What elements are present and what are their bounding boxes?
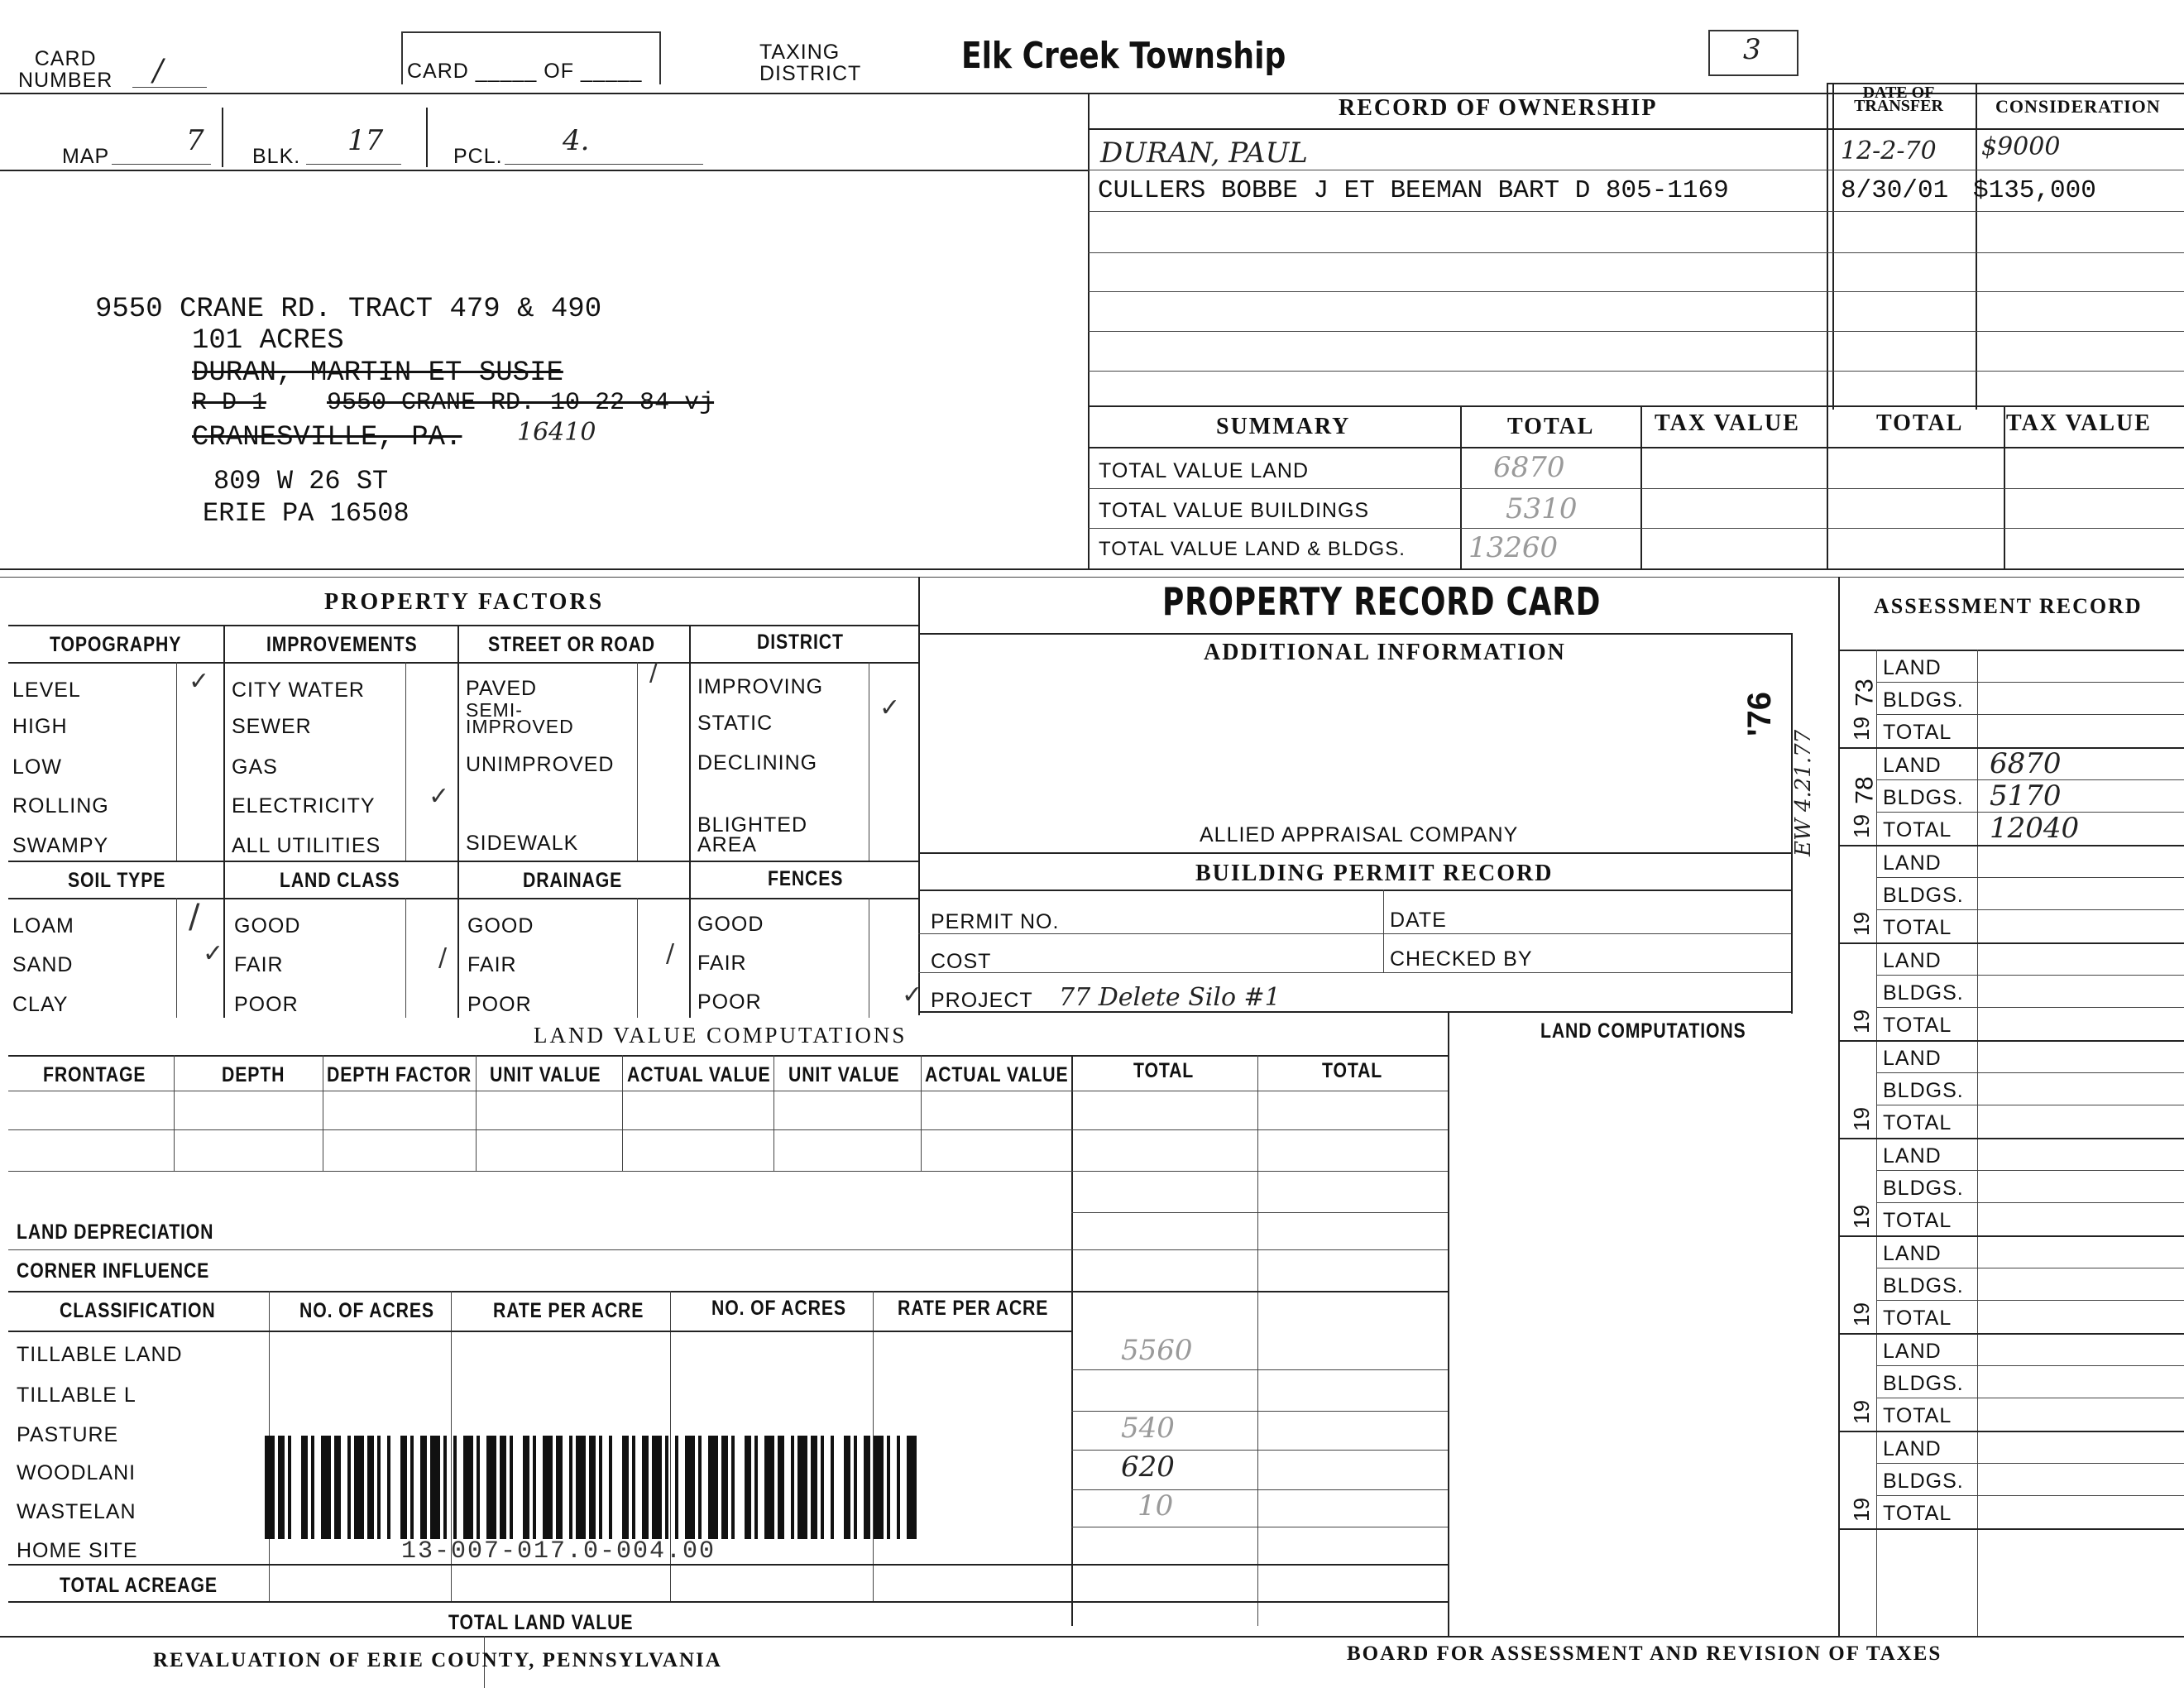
land-computations-label: LAND COMPUTATIONS xyxy=(1540,1019,1746,1043)
blk-value: 17 xyxy=(347,124,384,157)
assessment-5-land-label: LAND xyxy=(1883,1047,1942,1070)
permit-no-label: PERMIT NO. xyxy=(931,910,1060,933)
assessment-1-total-label: TOTAL xyxy=(1883,721,1952,744)
address-line-5-hand: 16410 xyxy=(517,418,596,447)
property-factors-title: PROPERTY FACTORS xyxy=(324,589,605,615)
barcode xyxy=(265,1436,918,1539)
class-col-classification: CLASSIFICATION xyxy=(60,1299,216,1322)
assessment-9-year-prefix: 19 xyxy=(1848,1498,1874,1522)
summary-row-buildings-total: 5310 xyxy=(1506,492,1578,525)
assessment-1-land-label: LAND xyxy=(1883,656,1942,679)
pcl-value: 4. xyxy=(563,124,590,157)
address-line-1: 9550 CRANE RD. TRACT 479 & 490 xyxy=(95,294,602,325)
class-row-pasture: PASTURE xyxy=(17,1423,119,1446)
taxing-district-label: TAXING DISTRICT xyxy=(759,41,862,85)
assessment-3-bldgs-label: BLDGS. xyxy=(1883,884,1964,907)
improvements-city-water: CITY WATER xyxy=(232,679,365,702)
ownership-title: RECORD OF OWNERSHIP xyxy=(1339,95,1658,121)
improvements-header: IMPROVEMENTS xyxy=(266,633,418,656)
assessment-2-total-value: 12040 xyxy=(1990,812,2080,845)
col-depth-factor: DEPTH FACTOR xyxy=(327,1063,472,1086)
land-depreciation-label: LAND DEPRECIATION xyxy=(17,1220,214,1244)
summary-row-land-label: TOTAL VALUE LAND xyxy=(1099,459,1310,482)
owner-row-2-date: 8/30/01 xyxy=(1841,176,1949,205)
barcode-number: 13-007-017.0-004.00 xyxy=(401,1537,716,1566)
owner-row-2-consideration: $135,000 xyxy=(1973,176,2096,205)
col-unit-value-2: UNIT VALUE xyxy=(788,1063,900,1086)
assessment-1-bldgs-label: BLDGS. xyxy=(1883,688,1964,712)
summary-tax-value-label-2: TAX VALUE xyxy=(2006,410,2152,436)
assessment-5-year-prefix: 19 xyxy=(1848,1107,1874,1131)
class-col-rate-2: RATE PER ACRE xyxy=(898,1297,1049,1320)
district-improving: IMPROVING xyxy=(697,675,824,698)
assessment-8-bldgs-label: BLDGS. xyxy=(1883,1372,1964,1395)
soil-sand: SAND xyxy=(12,953,74,976)
land-class-fair: FAIR xyxy=(234,953,284,976)
class-row-home-site: HOME SITE xyxy=(17,1539,138,1562)
col-frontage: FRONTAGE xyxy=(43,1063,146,1086)
assessment-2-land-value: 6870 xyxy=(1990,747,2062,780)
address-line-5: CRANESVILLE, PA. xyxy=(192,422,462,453)
date-of-transfer-label: DATE OF TRANSFER xyxy=(1854,84,1943,115)
address-line-2: 101 ACRES xyxy=(192,325,344,357)
street-semi-improved: SEMI- IMPROVED xyxy=(466,699,574,737)
property-record-card-title: PROPERTY RECORD CARD xyxy=(1162,579,1602,624)
owner-row-1-consideration: $9000 xyxy=(1981,132,2061,161)
assessment-8-land-label: LAND xyxy=(1883,1340,1942,1363)
col-total-2: TOTAL xyxy=(1322,1059,1383,1082)
assessment-4-year-prefix: 19 xyxy=(1848,1009,1874,1033)
street-paved: PAVED xyxy=(466,677,538,700)
col-total-1: TOTAL xyxy=(1133,1059,1195,1082)
drainage-good: GOOD xyxy=(467,914,534,938)
assessment-3-total-label: TOTAL xyxy=(1883,916,1952,939)
assessment-1-year: 73 xyxy=(1851,679,1879,707)
drainage-poor: POOR xyxy=(467,993,532,1016)
improvements-sewer: SEWER xyxy=(232,715,312,738)
assessment-8-year-prefix: 19 xyxy=(1848,1400,1874,1424)
permit-date-label: DATE xyxy=(1390,909,1447,932)
assessment-5-total-label: TOTAL xyxy=(1883,1111,1952,1134)
assessment-5-bldgs-label: BLDGS. xyxy=(1883,1079,1964,1102)
assessment-4-total-label: TOTAL xyxy=(1883,1014,1952,1037)
permit-checked-by-label: CHECKED BY xyxy=(1390,947,1533,971)
street-sidewalk: SIDEWALK xyxy=(466,832,579,855)
assessment-7-year-prefix: 19 xyxy=(1848,1302,1874,1326)
assessment-2-land-label: LAND xyxy=(1883,754,1942,777)
improvements-all-utilities: ALL UTILITIES xyxy=(232,834,381,857)
topography-swampy: SWAMPY xyxy=(12,834,109,857)
improvements-gas: GAS xyxy=(232,755,278,779)
assessment-6-year-prefix: 19 xyxy=(1848,1205,1874,1229)
assessment-3-land-label: LAND xyxy=(1883,851,1942,875)
col-actual-value-2: ACTUAL VALUE xyxy=(925,1063,1069,1086)
assessment-9-land-label: LAND xyxy=(1883,1437,1942,1460)
summary-row-land-bldgs-total: 13260 xyxy=(1468,531,1559,564)
fences-fair: FAIR xyxy=(697,952,747,975)
assessment-8-total-label: TOTAL xyxy=(1883,1404,1952,1427)
map-value: 7 xyxy=(186,124,204,157)
summary-total-label: TOTAL xyxy=(1507,414,1595,439)
check-level: ✓ xyxy=(189,667,210,696)
address-line-3: DURAN, MARTIN ET SUSIE xyxy=(192,357,563,389)
col-actual-value-1: ACTUAL VALUE xyxy=(627,1063,771,1086)
card-number-value: / xyxy=(153,54,164,88)
class-row-woodland: WOODLANI xyxy=(17,1461,136,1484)
address-line-4a: R D 1 xyxy=(192,389,267,417)
assessment-3-year-prefix: 19 xyxy=(1848,912,1874,936)
assessment-7-bldgs-label: BLDGS. xyxy=(1883,1274,1964,1297)
assessment-4-land-label: LAND xyxy=(1883,949,1942,972)
total-acreage-label: TOTAL ACREAGE xyxy=(60,1574,218,1597)
district-header: DISTRICT xyxy=(757,631,844,654)
assessment-2-bldgs-value: 5170 xyxy=(1990,779,2062,813)
taxing-district-value: Elk Creek Township xyxy=(961,35,1286,77)
drainage-fair: FAIR xyxy=(467,953,517,976)
pcl-label: PCL. xyxy=(453,145,503,168)
soil-clay: CLAY xyxy=(12,993,69,1016)
owner-row-1-date: 12-2-70 xyxy=(1841,137,1937,165)
assessment-9-total-label: TOTAL xyxy=(1883,1502,1952,1525)
class-row-wasteland: WASTELAN xyxy=(17,1500,136,1523)
permit-record-title: BUILDING PERMIT RECORD xyxy=(1195,861,1554,886)
owner-row-2-name: CULLERS BOBBE J ET BEEMAN BART D 805-1169 xyxy=(1098,176,1729,205)
assessment-6-bldgs-label: BLDGS. xyxy=(1883,1177,1964,1200)
owner-row-1-name: DURAN, PAUL xyxy=(1100,137,1308,170)
summary-title: SUMMARY xyxy=(1216,414,1351,439)
check-electricity: ✓ xyxy=(429,782,450,811)
class-col-acres-2: NO. OF ACRES xyxy=(711,1297,846,1320)
soil-loam: LOAM xyxy=(12,914,74,938)
topography-high: HIGH xyxy=(12,715,68,738)
topography-low: LOW xyxy=(12,755,62,779)
total-land-value-label: TOTAL LAND VALUE xyxy=(448,1611,634,1634)
summary-tax-value-label: TAX VALUE xyxy=(1655,410,1800,436)
assessment-2-year-prefix: 19 xyxy=(1848,814,1874,838)
rotated-note-ew: EW 4.21.77 xyxy=(1791,729,1816,856)
topography-header: TOPOGRAPHY xyxy=(50,633,182,656)
col-unit-value-1: UNIT VALUE xyxy=(490,1063,601,1086)
consideration-label: CONSIDERATION xyxy=(1995,96,2161,117)
fences-poor: POOR xyxy=(697,990,762,1014)
permit-project-label: PROJECT xyxy=(931,989,1033,1012)
land-class-good: GOOD xyxy=(234,914,301,938)
permit-cost-label: COST xyxy=(931,950,992,973)
check-paved: / xyxy=(649,658,659,687)
assessment-title: ASSESSMENT RECORD xyxy=(1874,594,2143,618)
assessment-4-bldgs-label: BLDGS. xyxy=(1883,981,1964,1005)
card-number-label: CARD NUMBER xyxy=(18,47,113,92)
blk-label: BLK. xyxy=(252,145,301,168)
assessment-7-total-label: TOTAL xyxy=(1883,1307,1952,1330)
class-row-pasture-total: 540 xyxy=(1121,1412,1175,1445)
check-fences-poor: ✓ xyxy=(902,981,923,1009)
fences-good: GOOD xyxy=(697,913,764,936)
district-static: STATIC xyxy=(697,712,774,735)
improvements-electricity: ELECTRICITY xyxy=(232,794,376,818)
appraisal-company: ALLIED APPRAISAL COMPANY xyxy=(1200,823,1519,846)
map-label: MAP xyxy=(62,145,110,168)
permit-project-hand: 77 Delete Silo #1 xyxy=(1059,983,1281,1012)
land-class-header: LAND CLASS xyxy=(280,869,400,892)
land-value-title: LAND VALUE COMPUTATIONS xyxy=(534,1023,908,1048)
box-number xyxy=(1708,30,1798,76)
address-line-4b: 9550 CRANE RD. 10-22-84 vj xyxy=(327,389,715,417)
rotated-note-76: '76 xyxy=(1741,691,1778,736)
fences-header: FENCES xyxy=(768,867,844,890)
check-loam: / xyxy=(189,898,200,936)
box-number-value: 3 xyxy=(1743,33,1761,66)
summary-total-label-2: TOTAL xyxy=(1876,410,1964,436)
topography-rolling: ROLLING xyxy=(12,794,109,818)
assessment-7-land-label: LAND xyxy=(1883,1242,1942,1265)
corner-influence-label: CORNER INFLUENCE xyxy=(17,1259,210,1283)
summary-row-land-bldgs-label: TOTAL VALUE LAND & BLDGS. xyxy=(1099,538,1406,560)
district-blighted-area: BLIGHTED AREA xyxy=(697,813,808,856)
topography-level: LEVEL xyxy=(12,679,81,702)
street-header: STREET OR ROAD xyxy=(488,633,655,656)
assessment-2-bldgs-label: BLDGS. xyxy=(1883,786,1964,809)
summary-row-land-total: 6870 xyxy=(1493,451,1565,484)
assessment-1-year-prefix: 19 xyxy=(1848,717,1874,741)
street-unimproved: UNIMPROVED xyxy=(466,753,615,776)
class-row-tillable-l: TILLABLE L xyxy=(17,1383,136,1407)
land-class-poor: POOR xyxy=(234,993,299,1016)
class-col-rate-1: RATE PER ACRE xyxy=(493,1299,644,1322)
check-sand: ✓ xyxy=(203,939,224,968)
assessment-2-year: 78 xyxy=(1851,776,1879,804)
footer-left: REVALUATION OF ERIE COUNTY, PENNSYLVANIA xyxy=(153,1649,722,1671)
address-line-6: 809 W 26 ST xyxy=(213,466,389,496)
footer-right: BOARD FOR ASSESSMENT AND REVISION OF TAXES xyxy=(1347,1642,1942,1665)
assessment-9-bldgs-label: BLDGS. xyxy=(1883,1470,1964,1493)
address-line-7: ERIE PA 16508 xyxy=(203,498,410,529)
assessment-6-total-label: TOTAL xyxy=(1883,1209,1952,1232)
district-declining: DECLINING xyxy=(697,751,818,774)
class-row-woodland-total: 620 xyxy=(1121,1451,1175,1484)
check-land-class-fair: / xyxy=(438,943,448,972)
class-row-tillable-land: TILLABLE LAND xyxy=(17,1343,183,1366)
soil-type-header: SOIL TYPE xyxy=(68,869,166,892)
class-row-tillable-land-total: 5560 xyxy=(1121,1334,1193,1367)
class-col-acres-1: NO. OF ACRES xyxy=(299,1299,434,1322)
check-drainage-fair: / xyxy=(666,939,675,968)
additional-info-label: ADDITIONAL INFORMATION xyxy=(1204,640,1566,665)
drainage-header: DRAINAGE xyxy=(523,869,623,892)
assessment-6-land-label: LAND xyxy=(1883,1144,1942,1168)
class-row-wasteland-total: 10 xyxy=(1138,1489,1174,1523)
check-static: ✓ xyxy=(879,693,901,722)
summary-row-buildings-label: TOTAL VALUE BUILDINGS xyxy=(1099,499,1370,522)
assessment-2-total-label: TOTAL xyxy=(1883,818,1952,842)
col-depth: DEPTH xyxy=(222,1063,285,1086)
card-of-label: CARD _____ OF _____ xyxy=(407,60,643,83)
